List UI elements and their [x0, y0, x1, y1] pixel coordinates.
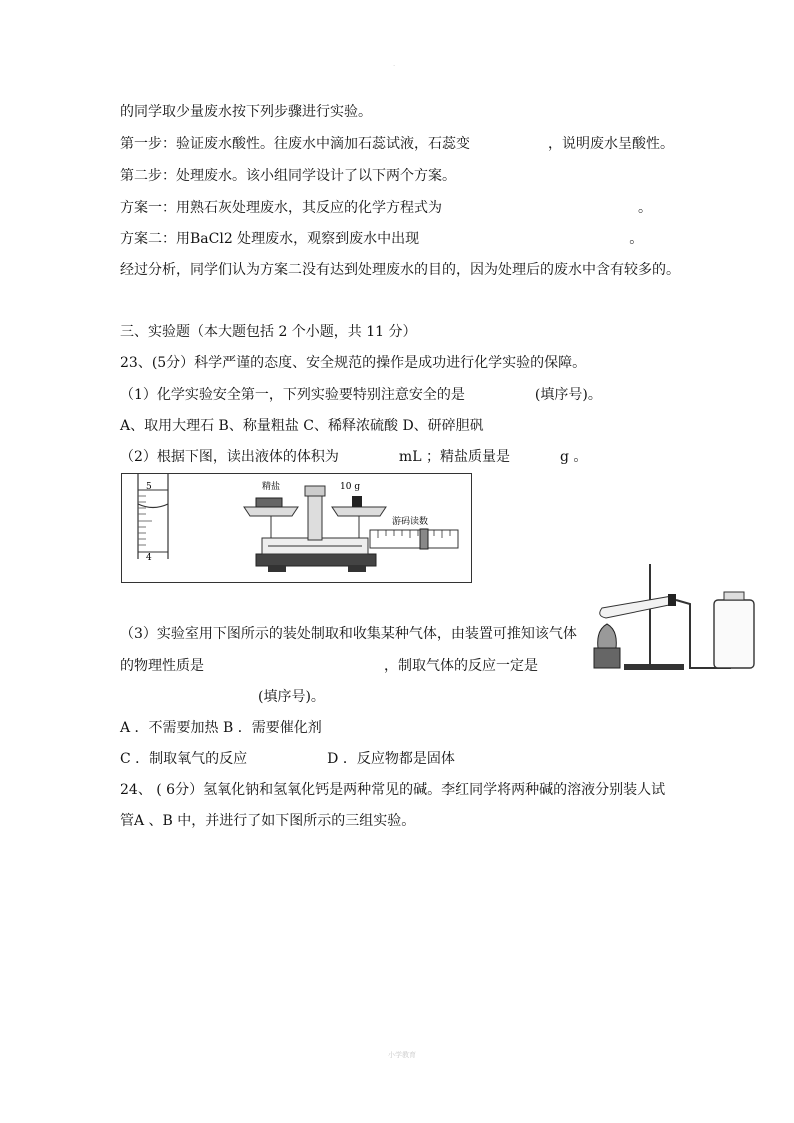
plan2-end: 。 [629, 231, 644, 247]
q23-part2-mid: mL ；精盐质量是 [398, 449, 510, 465]
footer-mark: 小学教育 [388, 1051, 416, 1059]
q23-part3-text: 的物理性质是 [120, 658, 204, 674]
q23-part1 [120, 385, 602, 405]
q23-part3-mid: ，制取气体的反应一定是 [384, 658, 538, 674]
q23-option-c: C ．制取氧气的反应 [120, 751, 248, 767]
header-mark: · [393, 62, 396, 70]
figure-cylinder-balance-svg [122, 474, 470, 581]
figure-gas-apparatus-svg [580, 560, 758, 680]
q23-part1-options: A、取用大理石 B、称量粗盐 C、稀释浓硫酸 D、研碎胆矾 [120, 418, 484, 434]
step1-text: 第一步：验证废水酸性。往废水中滴加石蕊试液，石蕊变 [120, 136, 470, 152]
q23-part2-text: （2）根据下图，读出液体的体积为 [120, 449, 339, 465]
figure-cylinder-balance [121, 473, 472, 583]
cylinder-mark-top: 5 [146, 482, 152, 492]
text-line-1: 的同学取少量废水按下列步骤进行实验。 [120, 104, 372, 120]
text-line-plan1 [120, 198, 652, 218]
text-line-plan2 [120, 229, 643, 249]
text-line-step1 [120, 134, 674, 154]
q23-part3-line3: (填序号)。 [258, 689, 325, 705]
step1-end: ，说明废水呈酸性。 [548, 136, 674, 152]
pan-left-label: 精盐 [262, 482, 281, 492]
question-24-line2: 管A 、B 中，并进行了如下图所示的三组实验。 [120, 813, 416, 829]
plan1-end: 。 [638, 200, 652, 216]
section-title-experiment: 三、实验题（本大题包括 2 个小题，共 11 分） [120, 324, 417, 340]
q23-part3-options-ab: A ．不需要加热 B ．需要催化剂 [120, 720, 322, 736]
cylinder-mark-bottom: 4 [146, 553, 152, 563]
plan1-text: 方案一：用熟石灰处理废水，其反应的化学方程式为 [120, 200, 442, 216]
q23-part3-line2 [120, 656, 538, 676]
question-24-line1: 24、 ( 6分）氢氧化钠和氢氧化钙是两种常见的碱。李红同学将两种碱的溶液分别装人试 [120, 782, 666, 798]
text-line-step2: 第二步：处理废水。该小组同学设计了以下两个方案。 [120, 168, 456, 184]
text-line-analysis: 经过分析，同学们认为方案二没有达到处理废水的目的，因为处理后的废水中含有较多的。 [120, 262, 680, 278]
q23-option-d: D ．反应物都是固体 [327, 751, 455, 767]
pan-right-label: 10 g [340, 482, 361, 492]
q23-part2 [120, 447, 587, 467]
q23-part2-end: g 。 [559, 449, 588, 465]
plan2-text: 方案二：用BaCl2 处理废水，观察到废水中出现 [120, 231, 420, 247]
rider-label: 游码读数 [392, 517, 429, 527]
figure-gas-apparatus [580, 560, 758, 680]
q23-part1-end: (填序号)。 [534, 387, 602, 403]
q23-part1-text: （1）化学实验安全第一，下列实验要特别注意安全的是 [120, 387, 465, 403]
q23-part3-line1: （3）实验室用下图所示的装处制取和收集某种气体，由装置可推知该气体 [120, 626, 577, 642]
q23-part3-options-cd [120, 749, 455, 769]
question-23-stem: 23、(5分）科学严谨的态度、安全规范的操作是成功进行化学实验的保障。 [120, 355, 587, 371]
